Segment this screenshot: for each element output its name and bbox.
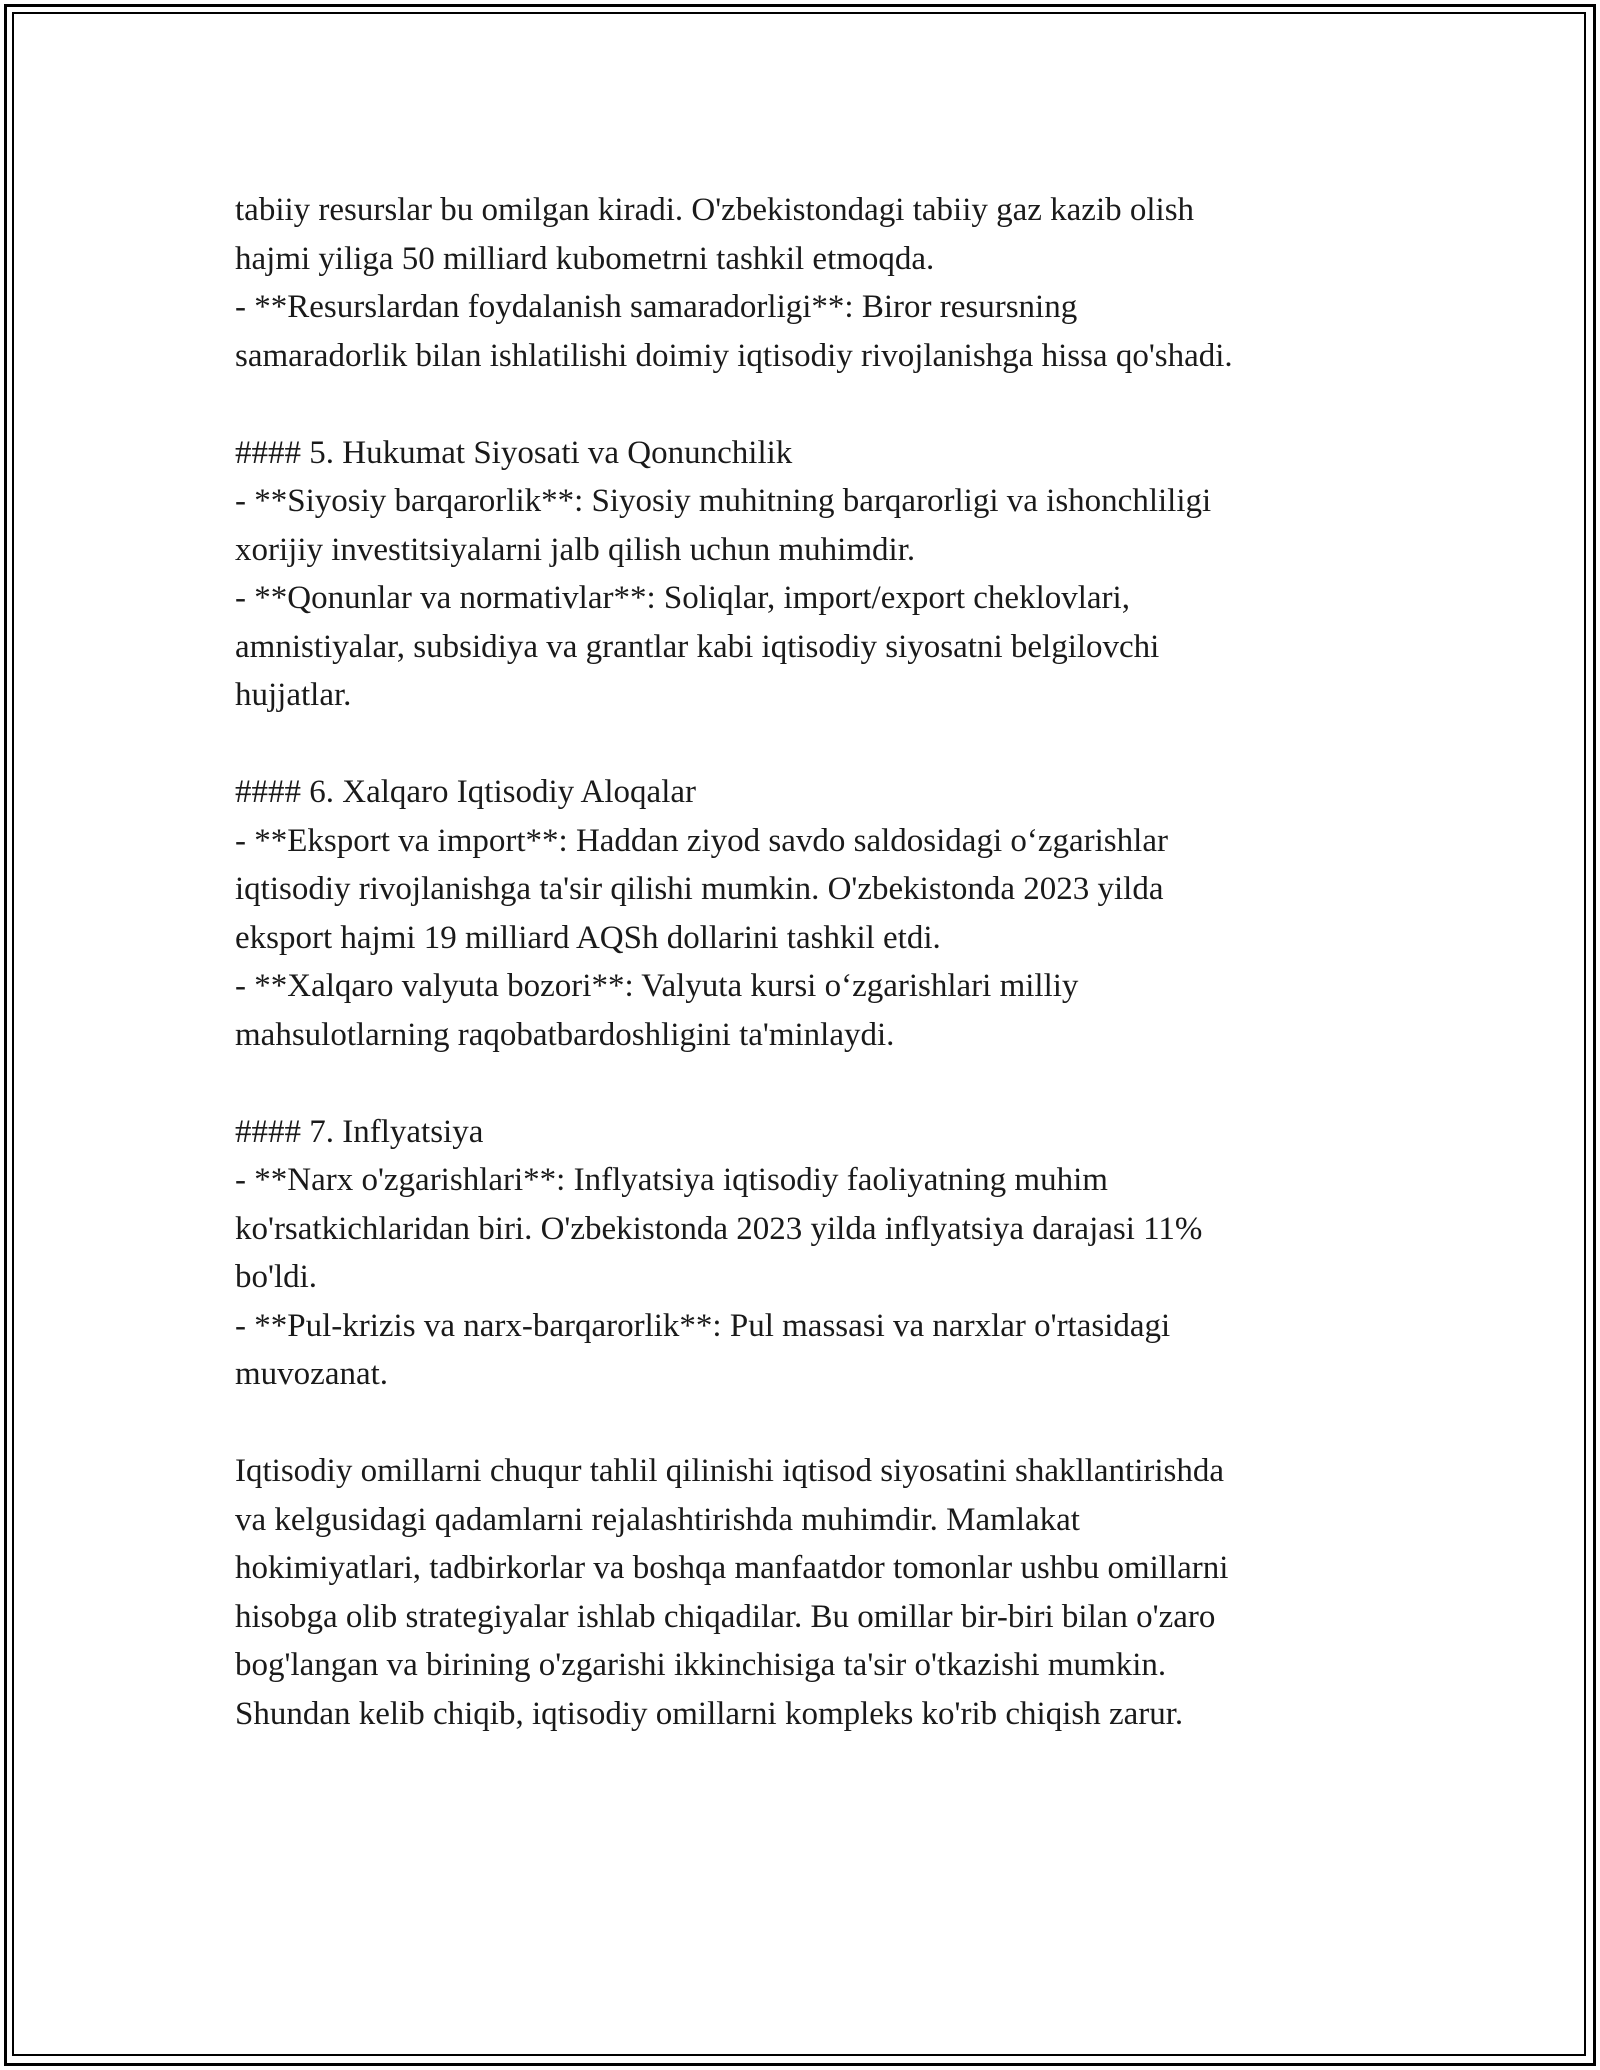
text-line: - **Eksport va import**: Haddan ziyod savdo saldosidagi o‘zgarishlar bbox=[235, 822, 1168, 859]
paragraph-gap bbox=[235, 1059, 1375, 1108]
text-line: xorijiy investitsiyalarni jalb qilish uchun muhimdir. bbox=[235, 531, 916, 568]
text-line: va kelgusidagi qadamlarni rejalashtirishda muhimdir. Mamlakat bbox=[235, 1501, 1080, 1538]
text-line: - **Xalqaro valyuta bozori**: Valyuta kursi o‘zgarishlari milliy bbox=[235, 968, 1079, 1004]
text-line: - **Pul-krizis va narx-barqarorlik**: Pul massasi va narxlar o'rtasidagi bbox=[235, 1307, 1171, 1344]
section-heading: #### 5. Hukumat Siyosati va Qonunchilik bbox=[235, 434, 793, 471]
intro-paragraph bbox=[235, 186, 1375, 380]
text-line: hokimiyatlari, tadbirkorlar va boshqa manfaatdor tomonlar ushbu omillarni bbox=[235, 1550, 1229, 1586]
text-line: samaradorlik bilan ishlatilishi doimiy iqtisodiy rivojlanishga hissa qo'shadi. bbox=[235, 337, 1233, 374]
section-5 bbox=[235, 429, 1375, 720]
text-line: ko'rsatkichlaridan biri. O'zbekistonda 2023 yilda inflyatsiya darajasi 11% bbox=[235, 1210, 1203, 1247]
text-line: amnistiyalar, subsidiya va grantlar kabi iqtisodiy siyosatni belgilovchi bbox=[235, 628, 1160, 665]
section-heading: #### 7. Inflyatsiya bbox=[235, 1113, 484, 1150]
conclusion-paragraph bbox=[235, 1447, 1375, 1738]
text-line: tabiiy resurslar bu omilgan kiradi. O'zbekistondagi tabiiy gaz kazib olish bbox=[235, 192, 1195, 228]
paragraph-gap bbox=[235, 720, 1375, 769]
text-line: - **Siyosiy barqarorlik**: Siyosiy muhitning barqarorligi va ishonchliligi bbox=[235, 483, 1212, 519]
paragraph-gap bbox=[235, 1399, 1375, 1448]
text-line: mahsulotlarning raqobatbardoshligini ta'minlaydi. bbox=[235, 1016, 895, 1053]
document-body bbox=[235, 186, 1375, 1738]
text-line: hajmi yiliga 50 milliard kubometrni tashkil etmoqda. bbox=[235, 240, 935, 277]
text-line: Shundan kelib chiqib, iqtisodiy omillarni kompleks ko'rib chiqish zarur. bbox=[235, 1695, 1184, 1732]
text-line: bo'ldi. bbox=[235, 1259, 318, 1295]
text-line: eksport hajmi 19 milliard AQSh dollarini tashkil etdi. bbox=[235, 919, 941, 956]
text-line: iqtisodiy rivojlanishga ta'sir qilishi mumkin. O'zbekistonda 2023 yilda bbox=[235, 871, 1164, 907]
text-line: - **Narx o'zgarishlari**: Inflyatsiya iqtisodiy faoliyatning muhim bbox=[235, 1162, 1108, 1198]
text-line: bog'langan va birining o'zgarishi ikkinchisiga ta'sir o'tkazishi mumkin. bbox=[235, 1647, 1167, 1683]
text-line: muvozanat. bbox=[235, 1356, 389, 1392]
section-6 bbox=[235, 768, 1375, 1059]
section-7 bbox=[235, 1108, 1375, 1399]
section-heading: #### 6. Xalqaro Iqtisodiy Aloqalar bbox=[235, 774, 697, 810]
text-line: hisobga olib strategiyalar ishlab chiqadilar. Bu omillar bir-biri bilan o'zaro bbox=[235, 1598, 1216, 1635]
text-line: - **Qonunlar va normativlar**: Soliqlar, import/export cheklovlari, bbox=[235, 580, 1130, 616]
paragraph-gap bbox=[235, 380, 1375, 429]
text-line: hujjatlar. bbox=[235, 677, 352, 713]
text-line: - **Resurslardan foydalanish samaradorligi**: Biror resursning bbox=[235, 289, 1078, 325]
text-line: Iqtisodiy omillarni chuqur tahlil qilinishi iqtisod siyosatini shakllantirishda bbox=[235, 1453, 1225, 1489]
